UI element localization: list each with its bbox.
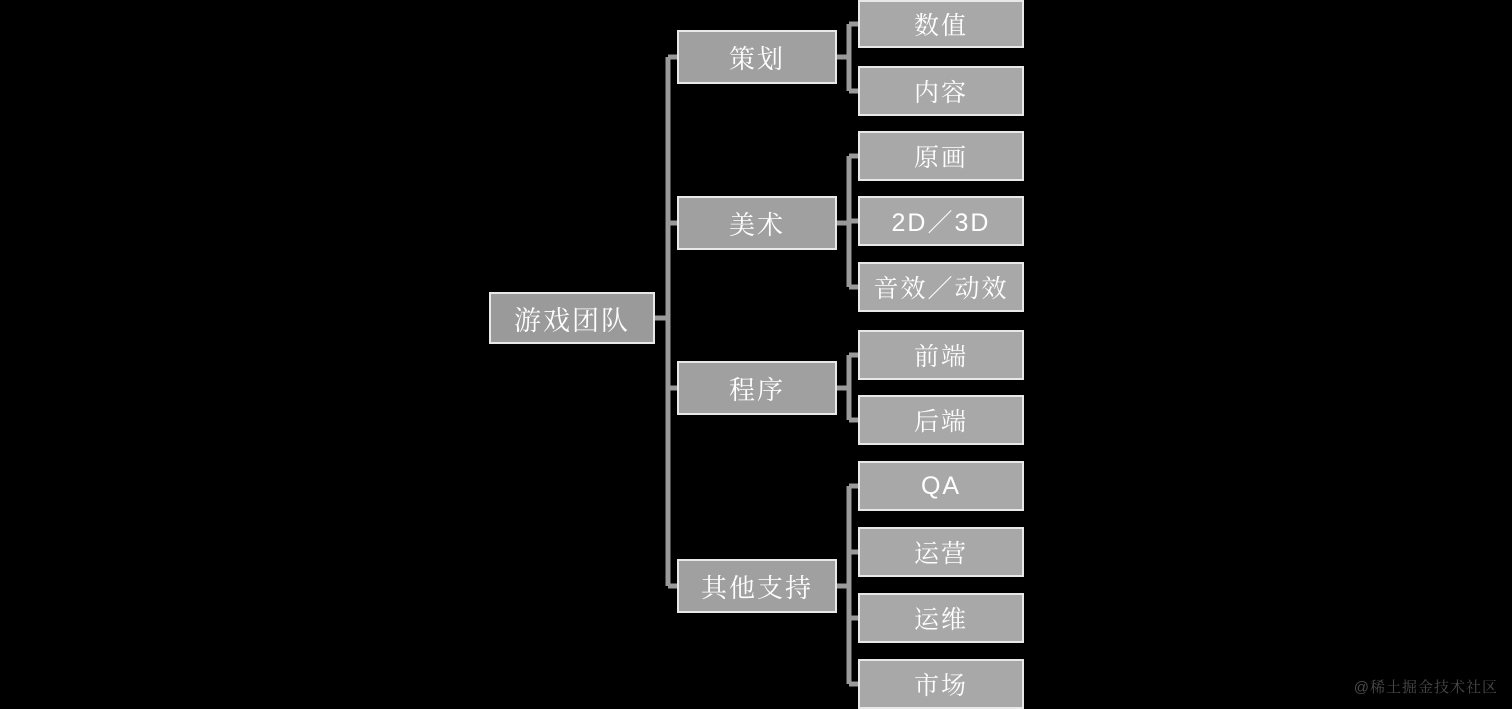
node-operation[interactable]: 运营 [858,527,1024,577]
node-support[interactable]: 其他支持 [677,559,837,613]
node-market[interactable]: 市场 [858,659,1024,709]
node-frontend[interactable]: 前端 [858,330,1024,380]
node-2d3d[interactable]: 2D／3D [858,196,1024,246]
node-root[interactable]: 游戏团队 [489,292,655,344]
node-devops[interactable]: 运维 [858,593,1024,643]
node-planning[interactable]: 策划 [677,30,837,84]
node-backend[interactable]: 后端 [858,395,1024,445]
node-qa[interactable]: QA [858,461,1024,511]
node-sound-motion[interactable]: 音效／动效 [858,262,1024,312]
watermark: @稀土掘金技术社区 [1353,679,1498,696]
node-content[interactable]: 内容 [858,66,1024,116]
node-program[interactable]: 程序 [677,361,837,415]
node-concept-art[interactable]: 原画 [858,131,1024,181]
node-art[interactable]: 美术 [677,196,837,250]
node-numeric[interactable]: 数值 [858,0,1024,48]
